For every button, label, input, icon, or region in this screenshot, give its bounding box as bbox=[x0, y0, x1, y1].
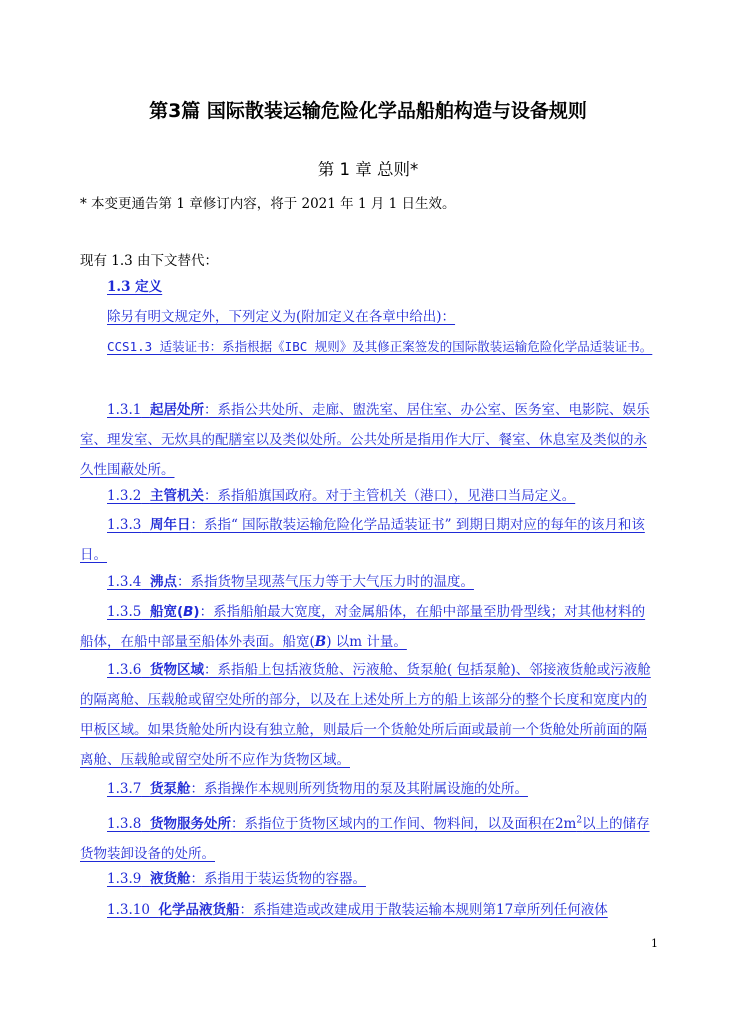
definition-1-3-8 bbox=[80, 805, 658, 869]
definition-number: 1.3.2 bbox=[107, 488, 142, 504]
page-number: 1 bbox=[651, 937, 658, 950]
definition-text: ：系指建造或改建成用于散装运输本规则第17章所列任何液体 bbox=[239, 902, 608, 918]
definition-number: 1.3.6 bbox=[107, 662, 142, 678]
definition-term: 液货舱 bbox=[149, 871, 191, 887]
intro-text: 现有 1.3 由下文替代： bbox=[80, 253, 219, 269]
definition-number: 1.3.3 bbox=[107, 517, 142, 533]
superscript: 2 bbox=[576, 815, 583, 825]
definition-term: 周年日 bbox=[149, 517, 191, 533]
ccs-definition bbox=[80, 332, 658, 362]
definition-term: 沸点 bbox=[149, 574, 177, 590]
definition-number: 1.3.1 bbox=[107, 402, 142, 418]
section-heading-text: 1.3 定义 bbox=[107, 279, 163, 295]
definition-text: ：系指船上包括液货舱、污液舱、货泵舱( 包括泵舱)、邻接液货舱或污液舱的隔离舱、压载舱或留空处所的部分，以及在上述处所上方的船上该部分的整个长度和宽度内的甲板区域。如果货舱处所内设有独立舱，则最后一个货舱处所后面或最前一个货舱处所前面的隔离舱、压载舱或留空处所不应作为货物区域。 bbox=[80, 662, 651, 768]
definition-term: 化学品液货船 bbox=[158, 902, 240, 918]
definition-1-3-4 bbox=[80, 567, 658, 597]
definition-text: ：系指“ 国际散装运输危险化学品适装证书” 到期日期对应的每年的该月和该日。 bbox=[80, 517, 645, 563]
definition-1-3-1 bbox=[80, 395, 658, 485]
definition-number: 1.3.4 bbox=[107, 574, 142, 590]
definition-1-3-3 bbox=[80, 510, 658, 570]
definition-1-3-9 bbox=[80, 864, 658, 894]
definition-text: ：系指船舶最大宽度，对金属船体，在船中部量至肋骨型线；对其他材料的船体，在船中部量至船体外表面。船宽( bbox=[80, 604, 646, 650]
definition-number: 1.3.9 bbox=[107, 871, 142, 887]
definition-term: 起居处所 bbox=[149, 402, 204, 418]
definition-text: ：系指位于货物区域内的工作间、物料间，以及面积在2m bbox=[230, 815, 577, 832]
definition-term: 货泵舱 bbox=[149, 781, 191, 797]
document-title: 第3篇 国际散装运输危险化学品船舶构造与设备规则 bbox=[149, 100, 587, 122]
definition-1-3-10 bbox=[80, 895, 658, 925]
ccs-definition-text: CCS1.3 适装证书：系指根据《IBC 规则》及其修正案签发的国际散装运输危险化学品适装证书。 bbox=[107, 339, 653, 354]
definition-1-3-7 bbox=[80, 774, 658, 804]
section-lead-text: 除另有明文规定外，下列定义为(附加定义在各章中给出)： bbox=[107, 309, 456, 325]
definition-1-3-5: 1.3.5 船宽(B)：系指船舶最大宽度，对金属船体，在船中部量至肋骨型线；对其他材料的船体，在船中部量至船体外表面。船宽(B) 以m 计量。 bbox=[80, 604, 646, 650]
definition-text: ) 以m 计量。 bbox=[326, 634, 407, 650]
definition-term: 货物服务处所 bbox=[149, 815, 231, 832]
definition-text: ：系指货物呈现蒸气压力等于大气压力时的温度。 bbox=[176, 574, 474, 590]
footnote: * 本变更通告第 1 章修订内容，将于 2021 年 1 月 1 日生效。 bbox=[80, 196, 456, 212]
section-heading bbox=[80, 272, 658, 302]
definition-number: 1.3.8 bbox=[107, 815, 142, 832]
definition-term: 货物区域 bbox=[149, 662, 204, 678]
beam-symbol: B bbox=[314, 634, 327, 650]
definition-number: 1.3.10 bbox=[107, 902, 150, 918]
definition-1-3-6 bbox=[80, 655, 658, 775]
definition-number: 1.3.7 bbox=[107, 781, 142, 797]
definition-text: ：系指船旗国政府。对于主管机关（港口），见港口当局定义。 bbox=[203, 488, 576, 504]
definition-text: ：系指用于装运货物的容器。 bbox=[190, 871, 366, 887]
beam-symbol: B bbox=[183, 604, 194, 620]
definition-number: 1.3.5 bbox=[107, 604, 142, 620]
definition-text: ：系指操作本规则所列货物用的泵及其附属设施的处所。 bbox=[190, 781, 528, 797]
definition-text: 以上的储存货物装卸设备的处所。 bbox=[80, 815, 650, 862]
definition-text: ：系指公共处所、走廊、盥洗室、居住室、办公室、医务室、电影院、娱乐室、理发室、无炊具的配膳室以及类似处所。公共处所是指用作大厅、餐室、休息室及类似的永久性围蔽处所。 bbox=[80, 402, 650, 478]
definition-term: 主管机关 bbox=[149, 488, 204, 504]
chapter-title: 第 1 章 总则* bbox=[317, 160, 419, 179]
definition-term: 船宽 bbox=[149, 604, 177, 620]
section-lead bbox=[80, 302, 658, 332]
definition-1-3-2 bbox=[80, 481, 658, 511]
